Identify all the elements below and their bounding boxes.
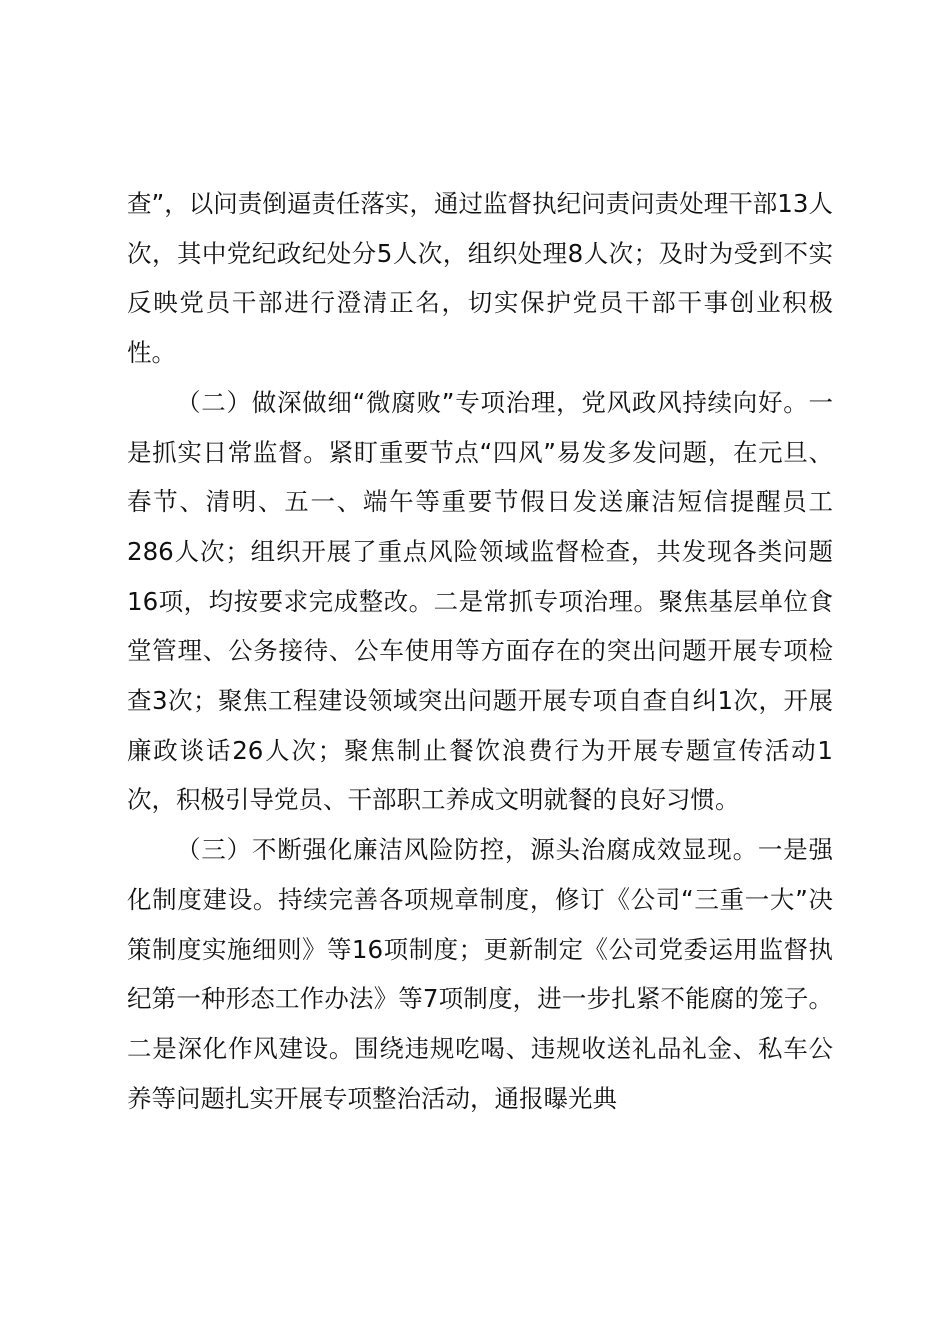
paragraph-section-3: （三）不断强化廉洁风险防控，源头治腐成效显现。一是强化制度建设。持续完善各项规章制度，修订《公司“三重一大”决策制度实施细则》等16项制度；更新制定《公司党委运用监督执纪第一种形态工作办法》等7项制度，进一步扎紧不能腐的笼子。二是深化作风建设。围绕违规吃喝、违规收送礼品礼金、私车公养等问题扎实开展专项整治活动，通报曝光典 <box>127 835 833 1113</box>
document-body <box>127 179 833 1123</box>
paragraph-section-2: （二）做深做细“微腐败”专项治理，党风政风持续向好。一是抓实日常监督。紧盯重要节点“四风”易发多发问题，在元旦、春节、清明、五一、端午等重要节假日发送廉洁短信提醒员工286人次；组织开展了重点风险领域监督检查，共发现各类问题16项，均按要求完成整改。二是常抓专项治理。聚焦基层单位食堂管理、公务接待、公车使用等方面存在的突出问题开展专项检查3次；聚焦工程建设领域突出问题开展专项自查自纠1次，开展廉政谈话26人次；聚焦制止餐饮浪费行为开展专题宣传活动1次，积极引导党员、干部职工养成文明就餐的良好习惯。 <box>127 387 833 815</box>
paragraph-continuation: 查”，以问责倒逼责任落实，通过监督执纪问责问责处理干部13人次，其中党纪政纪处分5人次，组织处理8人次；及时为受到不实反映党员干部进行澄清正名，切实保护党员干部干事创业积极性。 <box>127 189 833 368</box>
